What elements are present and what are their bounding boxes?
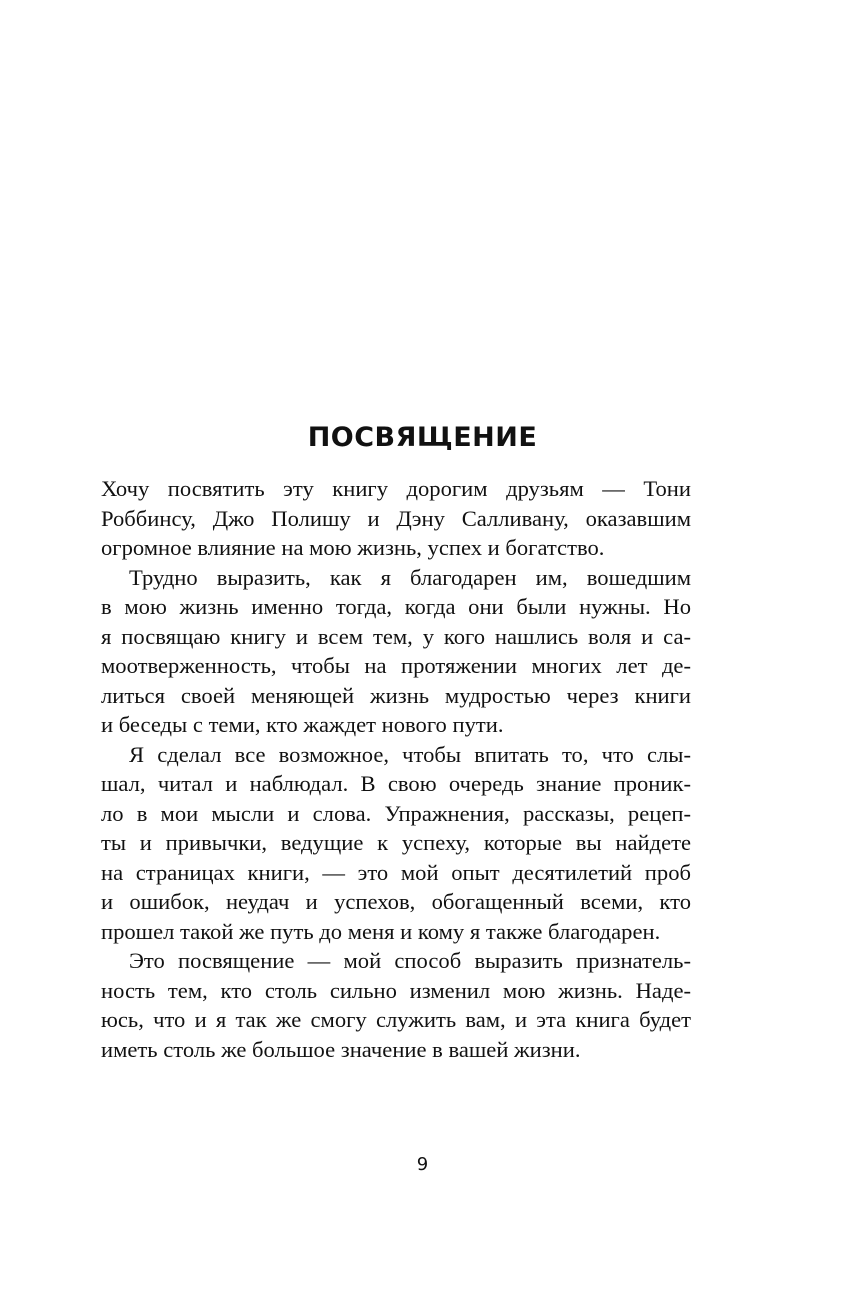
text-line: ность тем, кто столь сильно изменил мою жизнь. Наде- — [101, 977, 691, 1003]
text-line: Я сделал все возможное, чтобы впитать то, что слы- — [129, 741, 691, 767]
text-line: прошел такой же путь до меня и кому я также благодарен. — [101, 918, 661, 944]
text-line: шал, читал и наблюдал. В свою очередь знание проник- — [101, 771, 691, 796]
dedication-text — [101, 474, 691, 1064]
text-line: иметь столь же большое значение в вашей жизни. — [101, 1036, 581, 1062]
page-number: 9 — [416, 1154, 429, 1175]
text-line: Хочу посвятить эту книгу дорогим друзьям — Тони — [101, 476, 691, 501]
text-line: я посвящаю книгу и всем тем, у кого нашлись воля и са- — [101, 623, 691, 649]
paragraph-4 — [101, 946, 691, 1064]
text-line: моотверженность, чтобы на протяжении многих лет де- — [101, 653, 691, 678]
text-line: Роббинсу, Джо Полишу и Дэну Салливану, оказавшим — [101, 505, 691, 531]
paragraph-1 — [101, 474, 691, 563]
text-line: на страницах книги, — это мой опыт десятилетий проб — [101, 859, 691, 885]
paragraph-3 — [101, 740, 691, 947]
text-line: Трудно выразить, как я благодарен им, вошедшим — [129, 564, 691, 590]
text-line: ты и привычки, ведущие к успеху, которые вы найдете — [101, 830, 691, 855]
text-line: Это посвящение — мой способ выразить признатель- — [129, 948, 691, 973]
text-line: в мою жизнь именно тогда, когда они были нужны. Но — [101, 594, 691, 619]
text-line: ло в мои мысли и слова. Упражнения, рассказы, рецеп- — [101, 800, 691, 826]
text-line: юсь, что и я так же смогу служить вам, и эта книга будет — [101, 1007, 691, 1032]
text-line: и беседы с теми, кто жаждет нового пути. — [101, 712, 504, 737]
text-line: огромное влияние на мою жизнь, успех и богатство. — [101, 535, 605, 560]
paragraph-2 — [101, 563, 691, 740]
text-line: литься своей меняющей жизнь мудростью через книги — [101, 682, 691, 708]
page-title: ПОСВЯЩЕНИЕ — [307, 422, 538, 453]
text-line: и ошибок, неудач и успехов, обогащенный всеми, кто — [101, 889, 691, 914]
